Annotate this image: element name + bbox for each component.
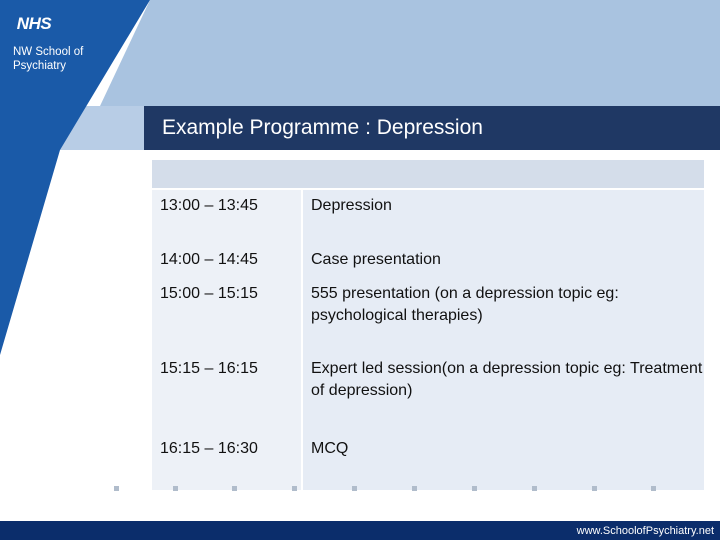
- activity-cell: Depression: [302, 189, 704, 243]
- activity-cell: MCQ: [302, 433, 704, 490]
- decorative-dot: [352, 486, 357, 491]
- table-row: [152, 243, 704, 278]
- activity-cell: Expert led session(on a depression topic eg: Treatment of depression): [302, 353, 704, 433]
- header-cell-time: [152, 160, 302, 189]
- decorative-dot: [412, 486, 417, 491]
- time-cell: 15:00 – 15:15: [152, 278, 302, 353]
- programme-table: [152, 160, 704, 490]
- decorative-dot: [532, 486, 537, 491]
- slide-title: Example Programme : Depression: [162, 116, 483, 139]
- decorative-dot: [292, 486, 297, 491]
- decorative-dot: [651, 486, 656, 491]
- table-row: [152, 189, 704, 243]
- header-cell-activity: [302, 160, 704, 189]
- time-cell: 13:00 – 13:45: [152, 189, 302, 243]
- table-row: [152, 433, 704, 490]
- activity-cell: Case presentation: [302, 243, 704, 278]
- decorative-dot: [592, 486, 597, 491]
- table-row: [152, 278, 704, 353]
- decorative-dot: [232, 486, 237, 491]
- decorative-dot: [173, 486, 178, 491]
- activity-cell: 555 presentation (on a depression topic eg: psychological therapies): [302, 278, 704, 353]
- time-cell: 16:15 – 16:30: [152, 433, 302, 490]
- nhs-logo-text: NHS: [16, 14, 52, 33]
- footer-bar: [0, 521, 720, 540]
- time-cell: 15:15 – 16:15: [152, 353, 302, 433]
- time-cell: 14:00 – 14:45: [152, 243, 302, 278]
- footer-url: www.SchoolofPsychiatry.net: [576, 525, 714, 537]
- table-header-row: [152, 160, 704, 189]
- decorative-dot: [472, 486, 477, 491]
- org-name: NW School of Psychiatry: [13, 46, 84, 72]
- table-row: [152, 353, 704, 433]
- decorative-dot: [114, 486, 119, 491]
- light-blue-swoosh: [100, 0, 720, 106]
